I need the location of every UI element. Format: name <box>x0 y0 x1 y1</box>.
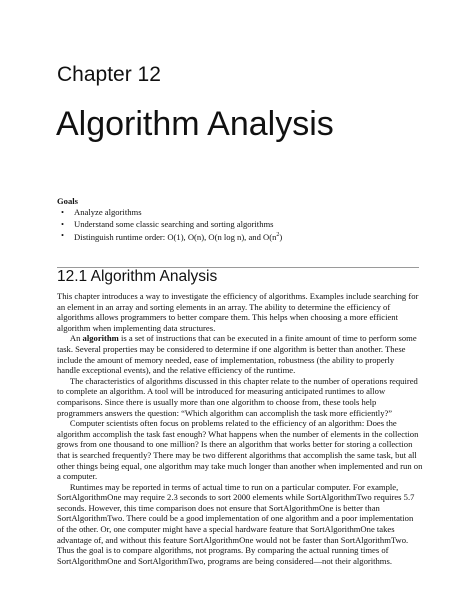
paragraph-1 <box>57 291 419 333</box>
goal-item <box>57 219 437 230</box>
bullet-icon: • <box>61 207 65 218</box>
text-line: seconds. However, this time comparison does not ensure that SortAlgorithmOne is better than <box>57 502 380 513</box>
text-line: comparisons. Since there is usually more than one algorithm to choose from, these tools help <box>57 396 377 407</box>
text-line: of the other. Or, one computer might have a special hardware feature that SortAlgorithmOne takes <box>57 524 395 535</box>
goals-list <box>57 207 437 243</box>
text-line: algorithm when implementing data structures. <box>57 322 216 333</box>
text-run: The characteristics of algorithms discussed in this chapter relate to the number of operations required <box>69 375 418 386</box>
bold-term: algorithm <box>82 333 119 344</box>
text-run: is a set of instructions that can be executed in a finite amount of time to perform some <box>118 333 417 344</box>
text-line: programmers answers the question: “Which algorithm can accomplish the task more efficiently?” <box>57 407 393 418</box>
section-heading: 12.1 Algorithm Analysis <box>57 268 218 285</box>
text-run: Computer scientists often focus on problems related to the efficiency of an algorithm: Does the <box>69 418 397 429</box>
text-line <box>57 418 419 429</box>
goal-item <box>57 230 437 243</box>
goals-title: Goals <box>57 196 79 206</box>
goal-close-paren: ) <box>279 231 283 242</box>
text-line: to complete an algorithm. A tool will be introduced for measuring anticipated runtimes to allow <box>57 386 386 397</box>
paragraph-3 <box>57 376 419 418</box>
text-line <box>57 482 419 493</box>
text-line: advantage of, and without this feature SortAlgorithmOne would not be faster than SortAlgorithmTwo. <box>57 534 409 545</box>
text-line: Thus the goal is to compare algorithms, not programs. By comparing the actual running times of <box>57 545 389 556</box>
paragraph-5 <box>57 482 419 567</box>
text-line: algorithms allows programmers to better compare them. This helps when choosing a more efficient <box>57 312 398 323</box>
text-line: include the amount of memory needed, ease of implementation, robustness (the ability to properly <box>57 354 395 365</box>
goal-text: Analyze algorithms <box>74 207 142 218</box>
text-run: Runtimes may be reported in terms of actual time to run on a particular computer. For example, <box>69 481 399 492</box>
text-line: an element in an array and sorting elements in an array. The ability to determine the efficiency of <box>57 301 391 312</box>
text-line: SortAlgorithmTwo. There could be a good implementation of one algorithm and a poor implementation <box>57 513 414 524</box>
text-run: An <box>69 333 83 344</box>
text-line: algorithm accomplish the task fast enough? What happens when the number of elements in the collection <box>57 428 419 439</box>
text-line: handle exceptional events), and the relative efficiency of the runtime. <box>57 365 296 376</box>
goal-item <box>57 207 437 218</box>
goal-text: Distinguish runtime order: O(1), O(n), O(n log n), and O(n <box>74 231 277 242</box>
text-line: grows from one thousand to one million? Is there an algorithm that works better for storing a collection <box>57 439 413 450</box>
goal-text: Understand some classic searching and sorting algorithms <box>74 218 274 229</box>
paragraph-2 <box>57 333 419 375</box>
goals-block <box>57 196 437 243</box>
text-line: that is searched frequently? There may be two different algorithms that accomplish the same task, but all <box>57 449 417 460</box>
section-body <box>57 291 423 566</box>
text-line: task. Several properties may be considered to determine if one algorithm is better than another. These <box>57 343 406 354</box>
text-line <box>57 333 419 344</box>
text-line: This chapter introduces a way to investigate the efficiency of algorithms. Examples include searching for <box>57 291 419 301</box>
goal-superscript: 2 <box>276 231 280 238</box>
chapter-label: Chapter 12 <box>57 63 161 86</box>
text-line: a computer. <box>57 471 98 482</box>
text-line: SortAlgorithmOne and SortAlgorithmTwo, programs are being considered—not their algorithms. <box>57 555 392 566</box>
paragraph-4 <box>57 418 423 482</box>
text-line <box>57 376 419 387</box>
bullet-icon: • <box>61 229 65 240</box>
bullet-icon: • <box>61 218 65 229</box>
text-line: SortAlgorithmOne may require 2.3 seconds to sort 2000 elements while SortAlgorithmTwo requires 5.7 <box>57 492 415 503</box>
chapter-title: Algorithm Analysis <box>56 105 334 143</box>
text-line: other things being equal, one algorithm may take much longer than another when implemented and run on <box>57 460 423 471</box>
